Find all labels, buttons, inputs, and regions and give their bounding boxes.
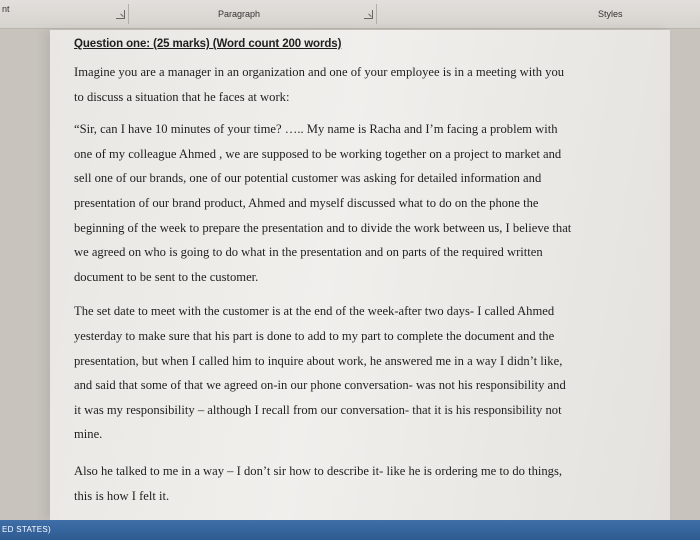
ribbon-tab-label[interactable]: nt [2, 4, 10, 14]
text-line: this is how I felt it. [74, 488, 170, 503]
question-heading: Question one: (25 marks) (Word count 200 words) [74, 38, 342, 50]
text-line: to discuss a situation that he faces at work: [74, 89, 290, 104]
language-indicator[interactable]: ED STATES) [2, 525, 51, 534]
paragraph-two [74, 299, 639, 447]
text-line: we agreed on who is going to do what in the presentation and on parts of the required written [74, 245, 543, 260]
intro-paragraph [74, 60, 639, 109]
text-line: The set date to meet with the customer is at the end of the week-after two days- I called Ahmed [74, 304, 555, 319]
ribbon-separator [376, 4, 377, 24]
paragraph-group-label: Paragraph [218, 9, 261, 19]
styles-group-label: Styles [598, 9, 623, 19]
text-line: presentation, but when I called him to inquire about work, he answered me in a way I didn’t like, [74, 353, 563, 368]
ribbon-separator [128, 4, 129, 24]
text-line: “Sir, can I have 10 minutes of your time? ….. My name is Racha and I’m facing a problem with [74, 122, 558, 137]
text-line: and said that some of that we agreed on-in our phone conversation- was not his responsibility and [74, 378, 566, 393]
text-line: sell one of our brands, one of our potential customer was asking for detailed information and [74, 171, 542, 186]
text-line: mine. [74, 427, 103, 442]
text-line: it was my responsibility – although I recall from our conversation- that it is his responsibility not [74, 402, 562, 417]
text-line: Imagine you are a manager in an organization and one of your employee is in a meeting with you [74, 65, 565, 79]
text-line: beginning of the week to prepare the presentation and to divide the work between us, I believe that [74, 220, 572, 235]
font-dialog-launcher-icon[interactable] [116, 10, 125, 19]
text-line: document to be sent to the customer. [74, 269, 259, 284]
text-line: Also he talked to me in a way – I don’t sir how to describe it- like he is ordering me to do things, [74, 463, 563, 478]
paragraph-one [74, 117, 639, 289]
document-body[interactable] [74, 38, 639, 508]
text-line: one of my colleague Ahmed , we are supposed to be working together on a project to market and [74, 146, 562, 161]
text-line: yesterday to make sure that his part is done to add to my part to complete the document and the [74, 328, 555, 343]
text-line: presentation of our brand product, Ahmed and myself discussed what to do on the phone the [74, 195, 539, 210]
paragraph-dialog-launcher-icon[interactable] [364, 10, 373, 19]
ribbon [0, 0, 700, 29]
status-bar [0, 520, 700, 540]
paragraph-three [74, 459, 639, 508]
